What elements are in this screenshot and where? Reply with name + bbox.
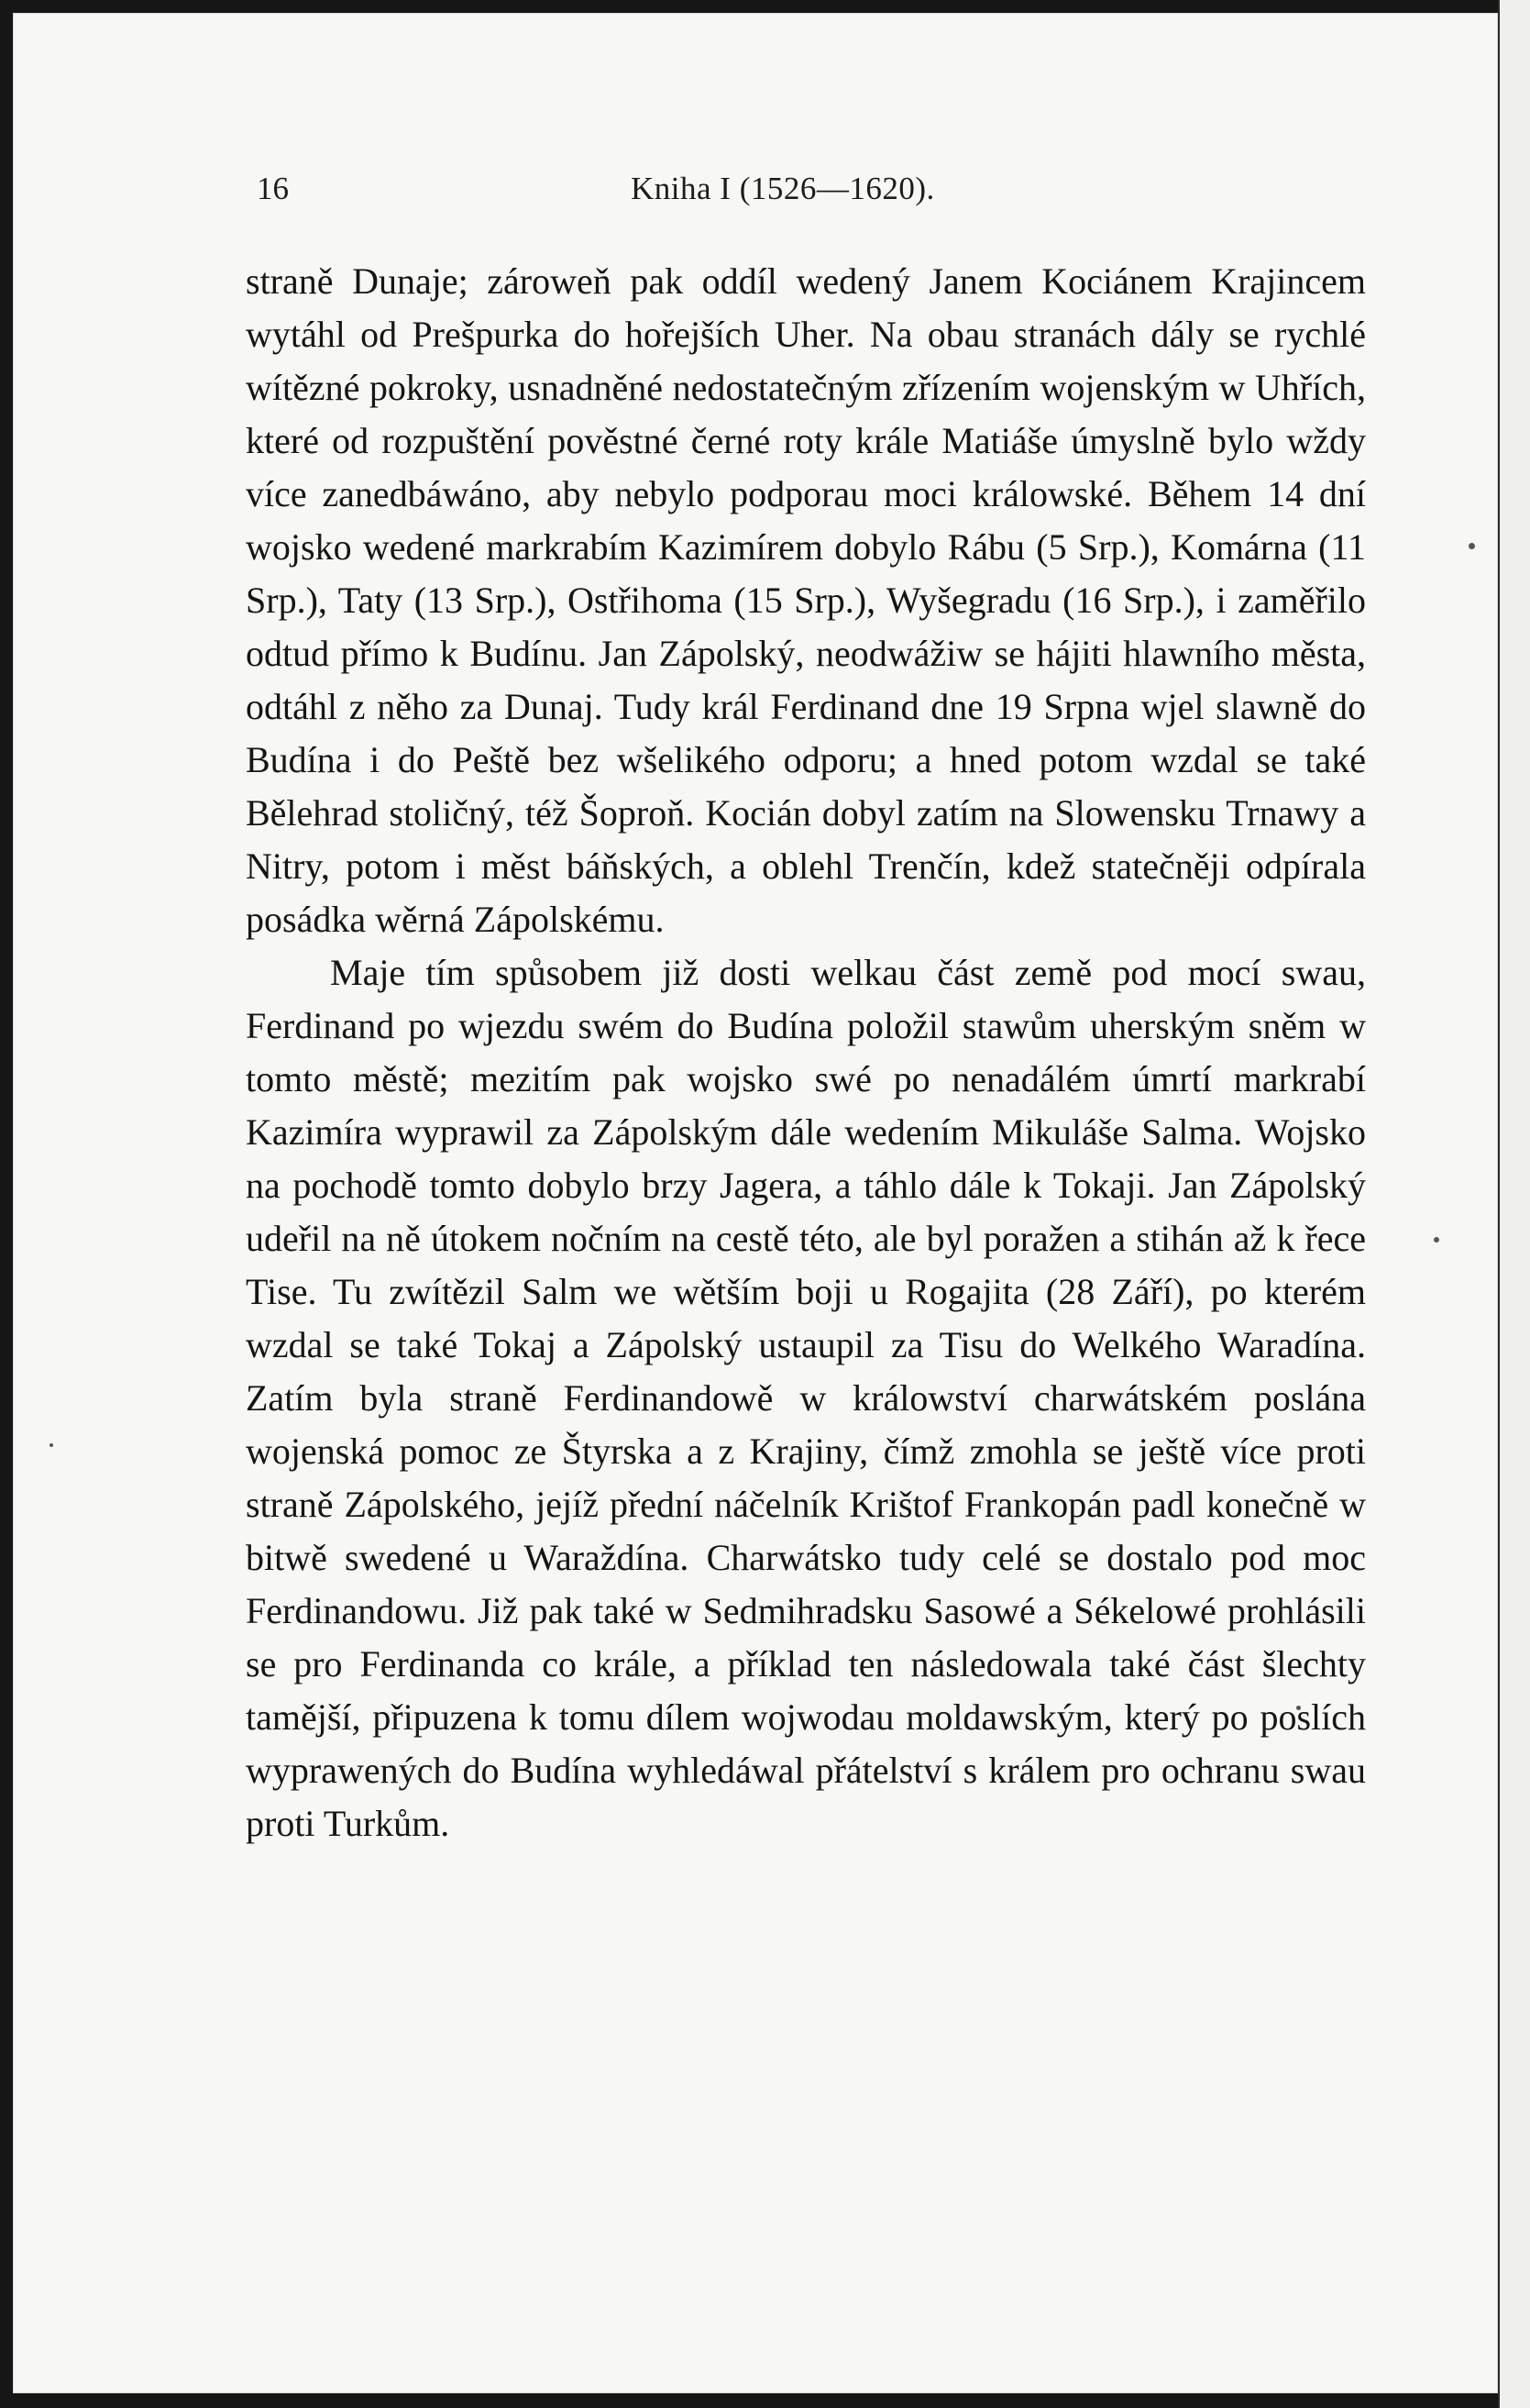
scan-speck: [1469, 543, 1475, 549]
scan-speck: [50, 1443, 53, 1447]
page-header: [246, 171, 1366, 216]
page-number: 16: [257, 171, 289, 206]
body-text: [246, 255, 1366, 1850]
scan-right-edge: [1498, 0, 1530, 2408]
paragraph-2: Maje tím spůsobem již dosti welkau část země pod mocí swau, Ferdinand po wjezdu swém do Budína položil stawům uherským sněm w tomto městě; mezitím pak wojsko swé po nenadálém úmrtí markrabí Kazimíra wyprawil za Zápolským dále wedením Mikuláše Salma. Wojsko na pochodě tomto dobylo brzy Jagera, a táhlo dále k Tokaji. Jan Zápolský udeřil na ně útokem nočním na cestě této, ale byl poražen a stihán až k řece Tise. Tu zwítězil Salm we wětším boji u Rogajita (28 Září), po kterém wzdal se také Tokaj a Zápolský ustaupil za Tisu do Welkého Waradína. Zatím byla straně Ferdinandowě w králowství charwátském poslána wojenská pomoc ze Štyrska a z Krajiny, čímž zmohla se ještě více proti straně Zápolského, jejíž přední náčelník Krištof Frankopán padl konečně w bitwě swedené u Waraždína. Charwátsko tudy celé se dostalo pod moc Ferdinandowu. Již pak také w Sedmihradsku Sasowé a Sékelowé prohlásili se pro Ferdinanda co krále, a příklad ten následowala také část šlechty tamější, připuzena k tomu dílem wojwodau moldawským, který po poslích wyprawených do Budína wyhledáwal přátelství s králem pro ochranu swau proti Turkům.: [246, 952, 1366, 1844]
scan-speck: [1434, 1237, 1439, 1243]
paragraph-1: straně Dunaje; zároweň pak oddíl wedený Janem Kociánem Krajincem wytáhl od Prešpurka do hořejších Uher. Na obau stranách dály se rychlé wítězné pokroky, usnadněné nedostatečným zřízením wojenským w Uhřích, které od rozpuštění pověstné černé roty krále Matiáše úmyslně bylo wždy více zanedbáwáno, aby nebylo podporau moci králowské. Během 14 dní wojsko wedené markrabím Kazimírem dobylo Rábu (5 Srp.), Komárna (11 Srp.), Taty (13 Srp.), Ostřihoma (15 Srp.), Wyšegradu (16 Srp.), i zaměřilo odtud přímo k Budínu. Jan Zápolský, neodwážiw se hájiti hlawního města, odtáhl z něho za Dunaj. Tudy král Ferdinand dne 19 Srpna wjel slawně do Budína i do Peště bez wšelikého odporu; a hned potom wzdal se také Bělehrad stoličný, též Šoproň. Kocián dobyl zatím na Slowensku Trnawy a Nitry, potom i měst báňských, a oblehl Trenčín, kdež statečněji odpírala posádka wěrná Zápolskému.: [246, 260, 1366, 940]
running-title: Kniha I (1526—1620).: [631, 171, 935, 206]
